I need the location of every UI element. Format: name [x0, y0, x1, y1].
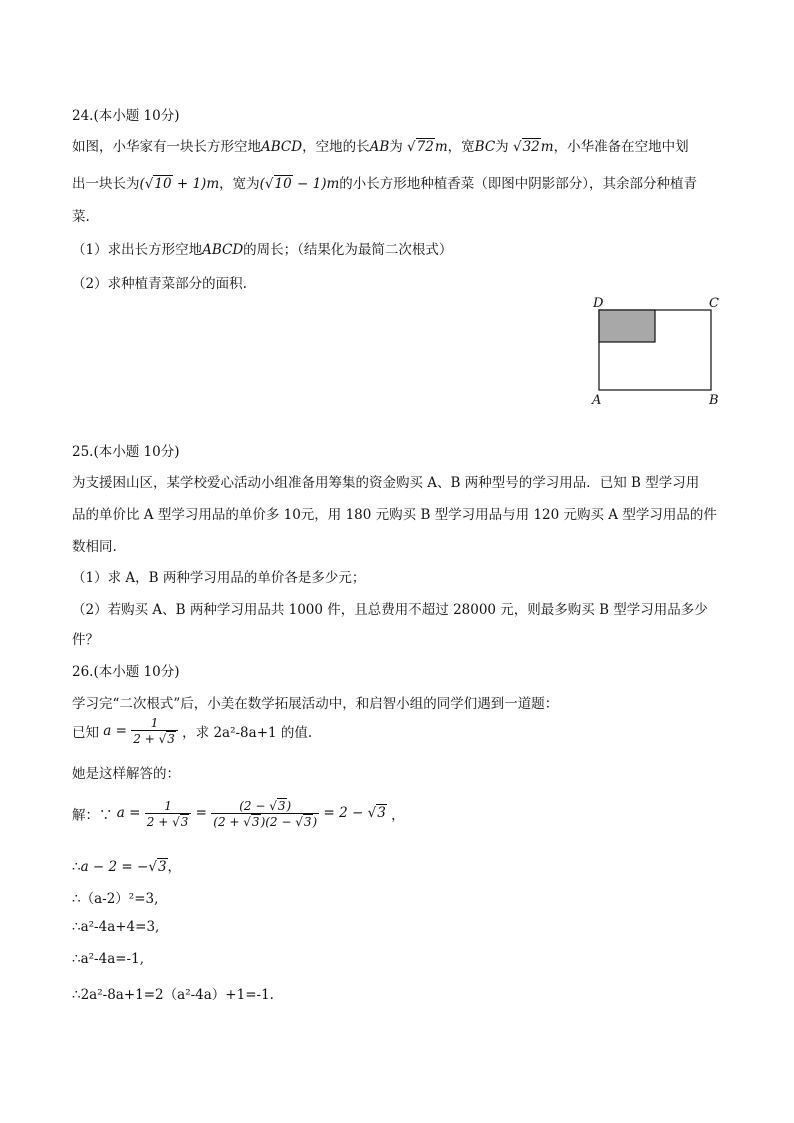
shaded-coriander-plot [599, 310, 655, 342]
small-width-expression: (√10 − 1)m [259, 176, 340, 192]
q25-sub2-line2: 件？ [72, 632, 99, 648]
width-expression: √32m [512, 139, 554, 155]
q26-solution-step5: ∴a²-4a=-1, [72, 951, 145, 967]
length-expression: √72m [407, 139, 448, 155]
q24-header: 24.(本小题 10分) [72, 108, 180, 124]
q26-header: 26.(本小题 10分) [72, 664, 180, 680]
q24-sub1: （1）求出长方形空地ABCD的周长；（结果化为最简二次根式） [72, 242, 453, 258]
q26-solution-step4: ∴a²-4a+4=3, [72, 919, 160, 935]
label-D: D [593, 296, 604, 311]
q25-line3: 数相同. [72, 539, 117, 555]
q26-solution-step2: ∴a − 2 = −√3， [72, 859, 182, 875]
q26-solution-step6: ∴2a²-8a+1=2（a²-4a）+1=-1. [72, 987, 274, 1003]
rationalize-expression: a = $\frac{1}{2 + √3}$ = $\frac{(2 - √3)}{(2 + √3)(2 - √3)}$ = 2 − √3 [116, 798, 386, 829]
small-length-expression: (√10 + 1)m [139, 176, 220, 192]
rectangle-figure [586, 294, 726, 410]
q25-line1: 为支援困山区，某学校爱心活动小组准备用筹集的资金购买 A、B 两种型号的学习用品．已知 B 型学习用 [72, 475, 700, 491]
label-C: C [709, 296, 719, 311]
q26-solution-step1: 解：∵ a = $\frac{1}{2 + √3}$ = $\frac{(2 - √3)}{(2 + √3)(2 - √3)}$ = 2 − √3 ， [72, 798, 405, 829]
q26-solution-step3: ∴（a-2）²=3, [72, 891, 159, 907]
q26-line3: 她是这样解答的： [72, 766, 180, 782]
q24-paragraph-line1: 如图，小华家有一块长方形空地ABCD，空地的长AB为 √72m，宽BC为 √32m，小华准备在空地中划 [72, 139, 689, 155]
q25-sub2-line1: （2）若购买 A、B 两种学习用品共 1000 件，且总费用不超过 28000 元，则最多购买 B 型学习用品多少 [72, 602, 708, 618]
label-A: A [592, 393, 602, 408]
given-equation: a = $\frac{1}{2 + √3}$ [103, 723, 182, 739]
q24-sub2: （2）求种植青菜部分的面积. [72, 276, 247, 292]
q26-line1: 学习完“二次根式”后，小美在数学拓展活动中，和启智小组的同学们遇到一道题： [72, 696, 559, 712]
q25-line2: 品的单价比 A 型学习用品的单价多 10元，用 180 元购买 B 型学习用品与用 120 元购买 A 型学习用品的件 [72, 507, 717, 523]
q24-paragraph-line2: 出一块长为(√10 + 1)m，宽为(√10 − 1)m的小长方形地种植香菜（即图中阴影部分），其余部分种植青 [72, 176, 698, 192]
q24-paragraph-line3: 菜. [72, 209, 90, 225]
q25-sub1: （1）求 A，B 两种学习用品的单价各是多少元； [72, 570, 366, 586]
q26-given: 已知 a = $\frac{1}{2 + √3}$ ，求 2a²-8a+1 的值. [72, 716, 313, 746]
q25-header: 25.(本小题 10分) [72, 444, 180, 460]
label-B: B [709, 393, 719, 408]
